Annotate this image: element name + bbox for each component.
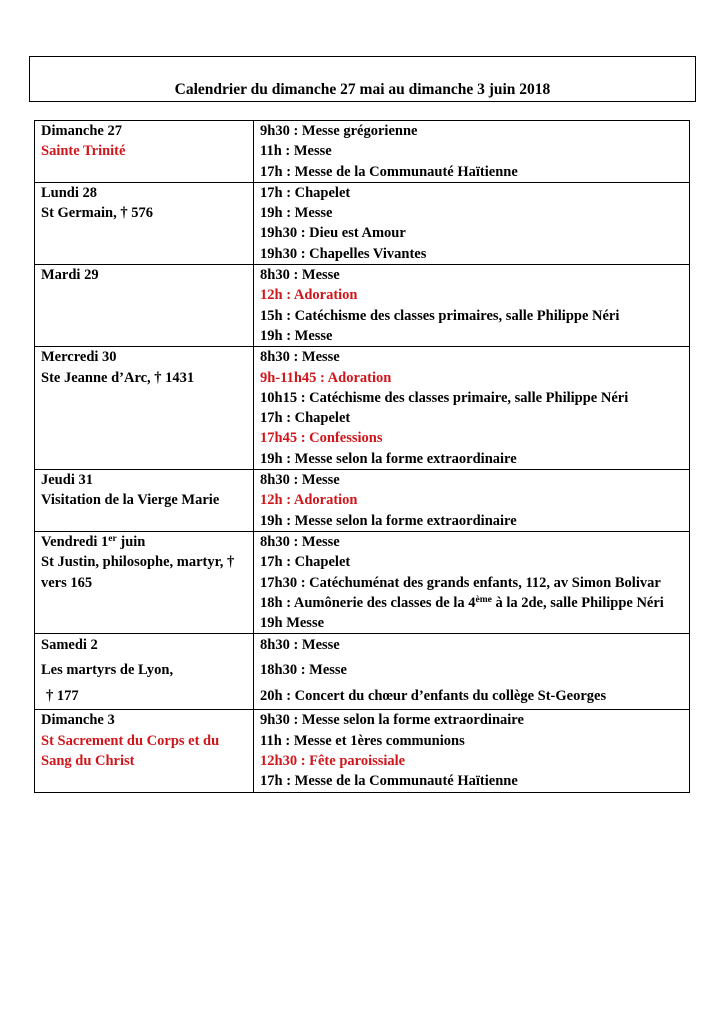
event-text: 18h : Aumônerie des classes de la 4	[260, 594, 476, 611]
events-cell	[254, 531, 690, 633]
event-item: 17h : Chapelet	[260, 554, 351, 571]
day-cell	[35, 470, 254, 532]
saint-label: St Sacrement du Corps et du Sang du Christ	[41, 732, 220, 770]
day-label-sup: er	[108, 533, 117, 544]
page-title: Calendrier du dimanche 27 mai au dimanche 3 juin 2018	[174, 81, 551, 98]
day-label: Samedi 2	[41, 637, 98, 654]
day-label: Jeudi 31	[41, 472, 93, 489]
table-row	[35, 634, 690, 710]
saint-label: St Justin, philosophe, martyr, † vers 165	[41, 554, 235, 591]
day-cell	[35, 531, 254, 633]
day-cell	[35, 634, 254, 710]
day-cell	[35, 710, 254, 792]
day-cell	[35, 347, 254, 470]
table-row	[35, 531, 690, 633]
event-item: 19h : Messe	[260, 327, 333, 344]
table-row	[35, 470, 690, 532]
event-item: 17h : Messe de la Communauté Haïtienne	[260, 773, 518, 790]
event-item: 8h30 : Messe	[260, 533, 340, 550]
saint-label: Ste Jeanne d’Arc, † 1431	[41, 369, 195, 386]
events-cell	[254, 265, 690, 347]
events-cell	[254, 634, 690, 710]
day-label	[41, 532, 247, 552]
day-label: Mercredi 30	[41, 349, 117, 366]
event-item: 19h Messe	[260, 615, 325, 632]
event-item: 10h15 : Catéchisme des classes primaire, salle Philippe Néri	[260, 389, 629, 406]
day-label: Mardi 29	[41, 267, 99, 284]
event-item-highlight: 12h30 : Fête paroissiale	[260, 753, 406, 770]
event-item: 20h : Concert du chœur d’enfants du collège St-Georges	[260, 688, 607, 705]
event-item: 11h : Messe	[260, 143, 332, 160]
event-item: 19h : Messe selon la forme extraordinaire	[260, 512, 517, 529]
event-item: 17h30 : Catéchuménat des grands enfants, 112, av Simon Bolivar	[260, 574, 661, 591]
day-label-text: Vendredi 1	[41, 533, 109, 550]
schedule-table	[34, 120, 690, 793]
events-cell	[254, 470, 690, 532]
saint-label: St Germain, † 576	[41, 205, 153, 222]
table-row	[35, 347, 690, 470]
event-item-highlight: 17h45 : Confessions	[260, 430, 383, 447]
event-item	[260, 593, 683, 613]
event-item: 17h : Chapelet	[260, 410, 351, 427]
day-label: Dimanche 27	[41, 123, 122, 139]
event-item: 19h : Messe	[260, 205, 333, 222]
event-text-suffix: à la 2de, salle Philippe Néri	[491, 594, 664, 611]
day-label-suffix: juin	[116, 533, 146, 550]
saint-label: Les martyrs de Lyon,	[41, 662, 174, 679]
event-text-sup: ème	[475, 594, 492, 605]
day-label: Lundi 28	[41, 184, 98, 201]
event-item: 8h30 : Messe	[260, 472, 340, 489]
events-cell	[254, 710, 690, 792]
day-label: Dimanche 3	[41, 712, 115, 729]
event-item: 9h30 : Messe selon la forme extraordinaire	[260, 712, 524, 729]
event-item-highlight: 12h : Adoration	[260, 492, 358, 509]
event-item: 19h30 : Chapelles Vivantes	[260, 245, 427, 262]
event-item: 11h : Messe et 1ères communions	[260, 732, 465, 749]
events-cell	[254, 347, 690, 470]
event-item: 18h30 : Messe	[260, 662, 347, 679]
day-cell	[35, 265, 254, 347]
event-item: 15h : Catéchisme des classes primaires, salle Philippe Néri	[260, 307, 620, 324]
saint-label: Sainte Trinité	[41, 143, 126, 160]
event-item: 17h : Chapelet	[260, 184, 351, 201]
title-box	[29, 56, 696, 102]
day-cell	[35, 121, 254, 183]
table-row	[35, 710, 690, 792]
table-row	[35, 182, 690, 264]
event-item: 8h30 : Messe	[260, 637, 340, 654]
table-row	[35, 265, 690, 347]
day-cell	[35, 182, 254, 264]
event-item-highlight: 9h-11h45 : Adoration	[260, 369, 392, 386]
event-item: 8h30 : Messe	[260, 267, 340, 284]
saint-label: Visitation de la Vierge Marie	[41, 492, 220, 509]
event-item: 19h30 : Dieu est Amour	[260, 225, 406, 242]
event-item: 19h : Messe selon la forme extraordinaire	[260, 450, 517, 467]
events-cell	[254, 121, 690, 183]
event-item: 17h : Messe de la Communauté Haïtienne	[260, 163, 518, 180]
events-cell	[254, 182, 690, 264]
event-item: 9h30 : Messe grégorienne	[260, 123, 418, 139]
event-item: 8h30 : Messe	[260, 349, 340, 366]
event-item-highlight: 12h : Adoration	[260, 287, 358, 304]
saint-label: † 177	[46, 688, 79, 705]
table-row	[35, 121, 690, 183]
